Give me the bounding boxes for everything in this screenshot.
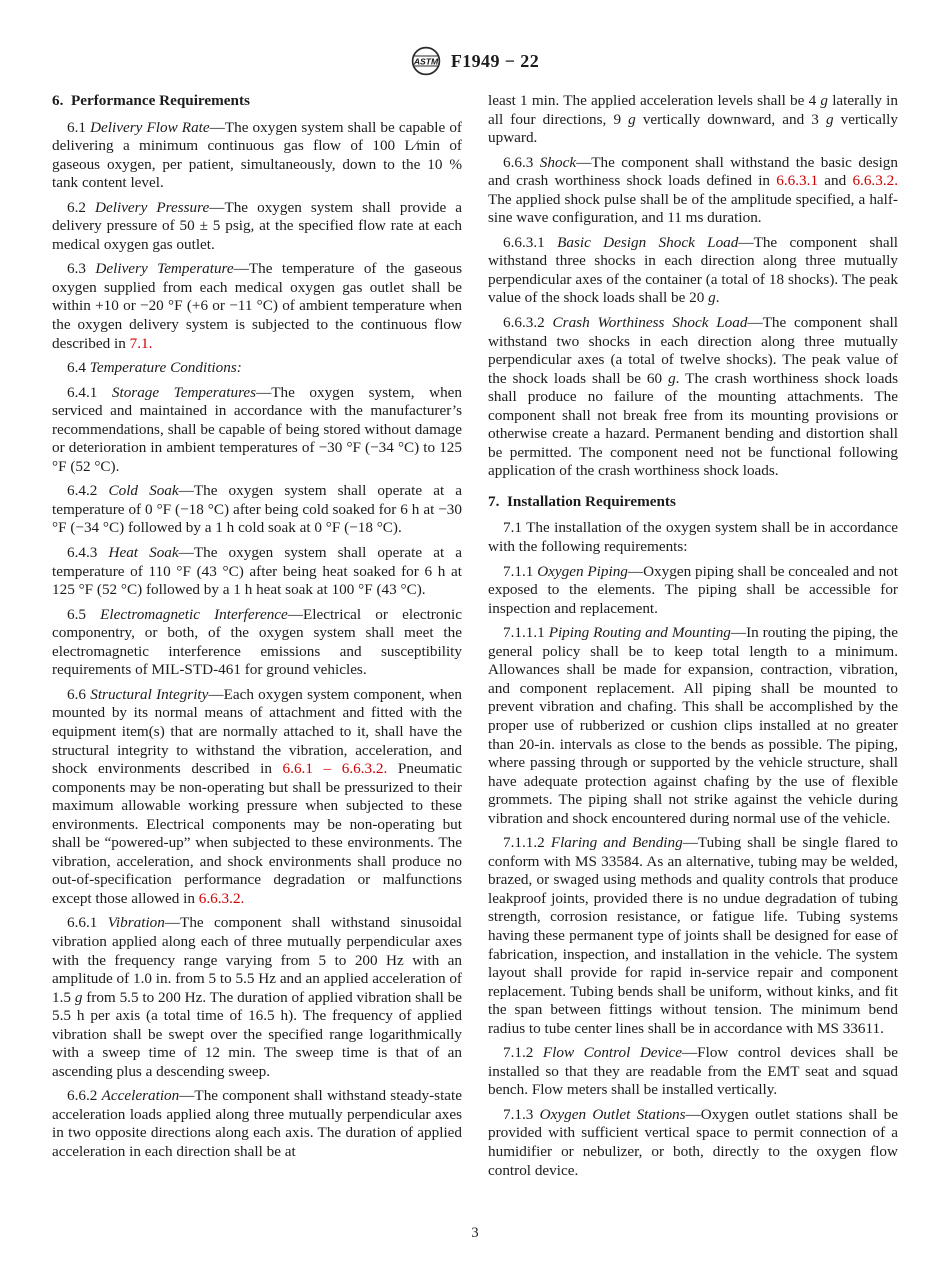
text-run: —The oxygen system shall provide a delivery pressure of 50 ± 5 psig, at the specified flow rate at each medical oxygen gas outlet. — [52, 198, 463, 253]
text-run: least 1 min. The applied acceleration levels shall be 4 — [488, 92, 821, 109]
text-run: 6.6.3.2 — [503, 314, 553, 332]
text-run: 6.5 — [67, 605, 101, 623]
paragraph — [52, 359, 462, 378]
text-run: —Electrical or electronic componentry, or both, of the oxygen system shall meet the electromagnetic interference emissions and susceptibility requirements of MIL-STD-461 for ground vehicles. — [52, 605, 462, 679]
right-column — [488, 92, 898, 1186]
text-run: 6. Performance Requirements — [52, 92, 250, 109]
page-footer — [0, 1225, 950, 1242]
paragraph — [52, 482, 462, 538]
text-run: 6.1 — [67, 118, 91, 136]
paragraph — [488, 563, 898, 619]
text-run: —The component shall withstand sinusoidal vibration applied along each of three mutually perpendicular axes with the frequency range varying from 5 to 200 Hz with an amplitude of 1.0 in. from 5 to 5.5 Hz and an applied acceleration of 1.5 — [52, 914, 463, 1006]
text-run: 7. Installation Requirements — [488, 492, 676, 510]
text-run: from 5.5 to 200 Hz. The duration of applied vibration shall be 5.5 h per axis (a total time of 16.5 h). The frequency of applied vibration shall be swept over the specified range logarithmically with a sweep time of 12 min. The sweep time is that of an ascending plus a descending sweep. — [52, 988, 463, 1080]
clause-title-italic: Basic Design Shock Load — [557, 233, 739, 251]
clause-title-italic: Delivery Flow Rate — [90, 118, 210, 136]
text-run: 6.6.2 — [67, 1087, 102, 1105]
text-run: vertically downward, and 3 — [635, 110, 826, 128]
clause-title-italic: g — [825, 110, 834, 128]
clause-title-italic: Crash Worthiness Shock Load — [552, 314, 748, 332]
text-run: 6.2 — [67, 198, 96, 216]
paragraph — [488, 234, 898, 308]
paragraph — [488, 314, 898, 481]
section-heading — [488, 493, 898, 512]
text-run: 7.1.3 — [503, 1105, 540, 1123]
clause-title-italic: Shock — [539, 153, 577, 171]
cross-reference-link[interactable]: 7.1. — [129, 334, 153, 352]
text-run: and — [818, 172, 853, 190]
text-run: —Oxygen piping shall be concealed and not exposed to the elements. The piping shall be accessible for inspection and replacement. — [488, 562, 898, 617]
text-run: 6.4.1 — [67, 383, 112, 401]
text-run: —Flow control devices shall be installed so that they are readable from the EMT seat and squad bench. Flow meters shall be installed vertically. — [488, 1044, 899, 1099]
text-run: —Tubing shall be single flared to conform with MS 33584. As an alternative, tubing may be welded, brazed, or swaged using methods and quality controls that produce leakproof joints, provided there is no undue degradation of tubing strength, corrosion resistance, or fatigue life. Tubing systems having these permanent type of joints shall be designed for ease of fabrication, inspection, and installation in the vehicle. The system layout shall provide for rapid in-service repair and component replacement. Tubing bends shall be uniform, without kinks, and fit the span between fittings without tension. The minimum bend radius to tube center lines shall be in accordance with MS 33611. — [488, 834, 898, 1037]
paragraph — [488, 1044, 898, 1100]
clause-title-italic: g — [628, 110, 636, 128]
clause-title-italic: Cold Soak — [108, 482, 179, 500]
paragraph — [488, 1106, 898, 1180]
clause-title-italic: Electromagnetic Interference — [100, 605, 288, 623]
paragraph — [488, 92, 898, 148]
paragraph — [52, 914, 462, 1081]
text-run: —The component shall withstand the basic design and crash worthiness shock loads defined in — [488, 153, 898, 190]
clause-title-italic: Piping Routing and Mounting — [548, 624, 731, 642]
paragraph — [488, 154, 898, 228]
clause-title-italic: Delivery Temperature — [95, 260, 234, 278]
text-run: 6.6.3 — [503, 153, 540, 171]
text-run: . The crash worthiness shock loads shall produce no failure of the mounting attachments. The component shall not break free from its mounting provisions or otherwise create a hazard. Permanent bending and distortion shall be permitted. The component need not be functional following application of the crash worthiness shock loads. — [488, 369, 898, 480]
text-run: —The component shall withstand three shocks in each direction along three mutually perpendicular axes of the container (a total of 18 shocks). The peak value of the shock loads shall be 20 — [488, 233, 899, 307]
paragraph — [52, 686, 462, 909]
cross-reference-link[interactable]: 6.6.1 – 6.6.3.2. — [282, 760, 388, 778]
clause-title-italic: Storage Temperatures — [111, 383, 257, 401]
clause-title-italic: g — [708, 289, 716, 307]
text-run: —The oxygen system shall operate at a temperature of 0 °F (−18 °C) after being cold soaked for 6 h at −30 °F (−34 °C) followed by a 1 h cold soak at 0 °F (−18 °C). — [52, 482, 463, 537]
paragraph — [52, 119, 462, 193]
text-run: The applied shock pulse shall be of the amplitude specified, a half-sine wave configuration, and 11 ms duration. — [488, 190, 898, 227]
text-run: —Oxygen outlet stations shall be provided with sufficient vertical space to permit connection of a humidifier or nebulizer, or both, directly to the oxygen flow control device. — [488, 1105, 898, 1179]
cross-reference-link[interactable]: 6.6.3.2. — [198, 889, 245, 907]
paragraph — [52, 544, 462, 600]
text-run: 6.3 — [67, 260, 96, 278]
text-run: 6.4 — [67, 359, 90, 377]
text-run: 7.1.2 — [503, 1044, 543, 1062]
page-header — [0, 0, 950, 76]
text-run: 6.6.1 — [67, 914, 108, 932]
text-run: —The oxygen system, when serviced and maintained in accordance with the manufacturer’s recommendations, shall be capable of being stored without damage or deterioration in ambient temperatures of −30 °F (−34 °C) to 125 °F (52 °C). — [52, 383, 462, 475]
document-number: F1949 − 22 — [450, 50, 540, 71]
text-run: . — [715, 289, 720, 307]
clause-title-italic: Oxygen Piping — [537, 562, 628, 580]
cross-reference-link[interactable]: 6.6.3.2. — [852, 172, 898, 190]
section-heading — [52, 92, 462, 111]
clause-title-italic: Temperature Conditions: — [89, 359, 242, 377]
clause-title-italic: g — [74, 988, 83, 1006]
text-run: 7.1.1.2 — [503, 834, 551, 852]
clause-title-italic: g — [668, 369, 676, 387]
document-body — [0, 76, 950, 1186]
text-run: Pneumatic components may be non-operating but shall be pressurized to their maximum allowable working pressure when subjected to these environments. Electrical components may be non-operating but shall be “powered-up” when subjected to these environments. The vibration, acceleration, and shock environments shall produce no out-of-specification performance degradation or malfunctions except those allowed in — [52, 760, 463, 907]
text-run: —Each oxygen system component, when mounted by its normal means of attachment and fitted with the equipment item(s) that are normally attached to it, shall have the structural integrity to withstand the vibration, acceleration, and shock environments described in — [52, 685, 462, 778]
text-run: vertically upward. — [488, 110, 898, 147]
clause-title-italic: Structural Integrity — [90, 685, 209, 703]
text-run: laterally in all four directions, 9 — [488, 92, 898, 128]
left-column — [52, 92, 462, 1186]
text-run: 7.1.1.1 — [503, 624, 549, 642]
cross-reference-link[interactable]: 6.6.3.1 — [776, 172, 819, 190]
text-run: 6.4.2 — [67, 482, 109, 500]
clause-title-italic: Acceleration — [101, 1087, 180, 1105]
clause-title-italic: Heat Soak — [108, 544, 179, 562]
page-number: 3 — [471, 1225, 479, 1241]
clause-title-italic: Oxygen Outlet Stations — [539, 1105, 686, 1123]
text-run: —The oxygen system shall operate at a temperature of 110 °F (43 °C) after being heat soaked for 6 h at 125 °F (52 °C) followed by a 1 h heat soak at 100 °F (43 °C). — [52, 544, 463, 599]
clause-title-italic: g — [820, 92, 828, 109]
paragraph — [52, 1087, 462, 1161]
clause-title-italic: Flaring and Bending — [550, 834, 683, 852]
paragraph — [52, 606, 462, 680]
text-run: 7.1 The installation of the oxygen system shall be in accordance with the following requirements: — [488, 519, 898, 556]
text-run: 6.4.3 — [67, 544, 109, 562]
paragraph — [488, 519, 898, 556]
astm-logo-icon — [411, 46, 441, 76]
text-run: 6.6 — [67, 685, 91, 703]
text-run: —The component shall withstand steady-state acceleration loads applied along three mutually perpendicular axes in two opposite directions along each axis. The duration of applied acceleration in each direction shall be at — [52, 1087, 462, 1160]
clause-title-italic: Delivery Pressure — [95, 198, 210, 216]
astm-logo-text: ASTM — [413, 56, 439, 67]
text-run: 7.1.1 — [503, 562, 538, 580]
text-run: —The temperature of the gaseous oxygen supplied from each medical oxygen gas outlet shall be within +10 or −20 °F (+6 or −11 °C) of ambient temperature when the oxygen delivery system is subjected to the continuous flow described in — [52, 260, 462, 352]
paragraph — [488, 624, 898, 828]
paragraph — [52, 384, 462, 477]
text-run: —The component shall withstand two shocks in each direction along three mutually perpendicular axes (a total of twelve shocks). The peak value of the shock loads shall be 60 — [488, 314, 898, 387]
paragraph — [52, 260, 462, 353]
paragraph — [488, 834, 898, 1038]
clause-title-italic: Flow Control Device — [542, 1044, 682, 1062]
text-run: —In routing the piping, the general policy shall be to keep total length to a minimum. Allowances shall be made for expansion, contraction, vibration, and component replacement. All piping shall be mounted to prevent vibration and chafing. This shall be accomplished by the proper use of rubberized or cushion clips installed at no greater than 20-in. intervals as close to the bends as possible. The piping, where passing through or supported by the vehicle structure, shall have adequate protection against chafing by the use of flexible grommets. The piping shall not strike against the vehicle during vibration and shock encountered during normal use of the vehicle. — [488, 624, 899, 827]
text-run: 6.6.3.1 — [503, 233, 558, 251]
clause-title-italic: Vibration — [107, 914, 165, 932]
text-run: —The oxygen system shall be capable of delivering a minimum continuous gas flow of 100 L⁄min of gaseous oxygen, per patient, simultaneously, down to the 10 % tank content level. — [52, 118, 462, 192]
paragraph — [52, 199, 462, 255]
